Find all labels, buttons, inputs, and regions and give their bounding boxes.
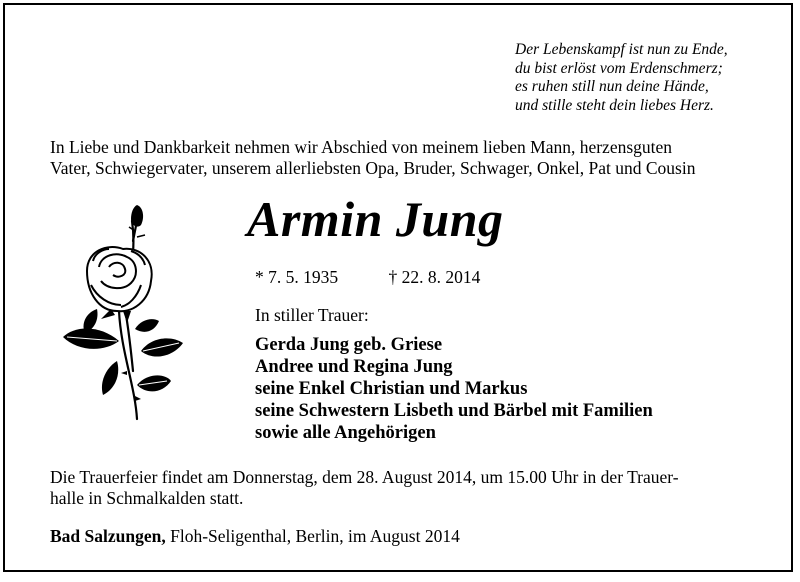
funeral-line: halle in Schmalkalden statt. (50, 488, 244, 508)
mourning-intro: In stiller Trauer: (255, 305, 369, 325)
poem-line: und stille steht dein liebes Herz. (515, 96, 714, 114)
deceased-name: Armin Jung (247, 191, 504, 247)
poem-line: Der Lebenskampf ist nun zu Ende, (515, 41, 728, 58)
mourner-line: seine Enkel Christian und Markus (255, 379, 528, 399)
place-bold: Bad Salzungen, (50, 526, 166, 546)
place-rest: Floh-Seligenthal, Berlin, im August 2014 (165, 526, 460, 546)
birth-date: * 7. 5. 1935 (255, 267, 339, 287)
intro-line: Vater, Schwiegervater, unserem allerliebsten Opa, Bruder, Schwager, Onkel, Pat und Cousin (50, 158, 696, 178)
mourner-line: sowie alle Angehörigen (255, 423, 436, 443)
poem-line: du bist erlöst vom Erdenschmerz; (515, 59, 723, 77)
mourner-line: Gerda Jung geb. Griese (255, 335, 443, 355)
rose-icon (57, 201, 187, 436)
place-date-line (50, 526, 460, 547)
mourner-line: Andree und Regina Jung (255, 357, 453, 377)
poem-line: es ruhen still nun deine Hände, (515, 78, 709, 95)
poem (515, 41, 728, 115)
funeral-info (50, 467, 770, 509)
life-dates (255, 267, 480, 288)
intro-text (50, 137, 760, 179)
death-date: † 22. 8. 2014 (388, 267, 481, 287)
intro-line: In Liebe und Dankbarkeit nehmen wir Abschied von meinem lieben Mann, herzensguten (50, 137, 673, 157)
mourner-line: seine Schwestern Lisbeth und Bärbel mit Familien (255, 401, 653, 421)
funeral-line: Die Trauerfeier findet am Donnerstag, dem 28. August 2014, um 15.00 Uhr in der Trauer- (50, 467, 679, 487)
obituary-card (3, 3, 793, 572)
mourners-list (255, 334, 653, 444)
